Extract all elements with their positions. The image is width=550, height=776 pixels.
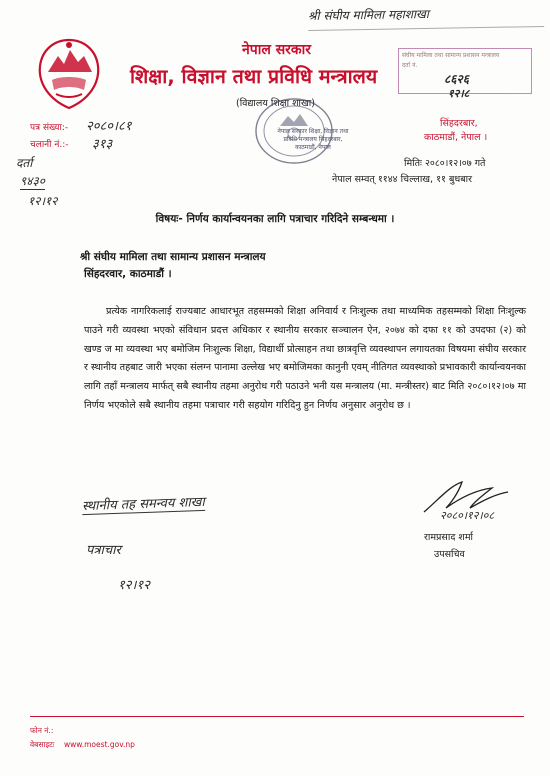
bottom-handwritten-note: स्थानीय तह समन्वय शाखा: [82, 492, 205, 515]
left-handwritten-number: ९४३०: [20, 174, 45, 188]
footer-rule: [30, 716, 524, 717]
address-line1: सिंहदरबार,: [440, 118, 478, 129]
govt-title: नेपाल सरकार: [242, 42, 312, 58]
stamp-line1: संघीय मामिला तथा सामान्य प्रशासन मन्त्रालय: [402, 52, 500, 59]
ministry-title: शिक्षा, विज्ञान तथा प्रविधि मन्त्रालय: [130, 65, 378, 88]
stamp-line2: दर्ता नं.: [402, 62, 418, 69]
stamp-darta-date: १२।८: [448, 87, 470, 100]
address-line2: काठमाडौं, नेपाल ।: [424, 132, 488, 143]
patra-sankhya-value: २०८०।८१: [86, 119, 132, 134]
signatory-title: उपसचिव: [434, 549, 465, 560]
date-line: मितिः २०८०।१२।०७ गते: [404, 158, 486, 169]
bottom-handwritten-patrachar: पत्राचार: [86, 543, 121, 558]
bottom-handwritten-date: १२।१२: [118, 578, 150, 593]
left-handwritten-darta: दर्ता: [16, 156, 33, 170]
handwritten-top-note: श्री संघीय मामिला महाशाखा: [308, 2, 544, 31]
body-paragraph: प्रत्येक नागरिकलाई राज्यबाट आधारभूत तहसम्मको शिक्षा अनिवार्य र निःशुल्क तथा माध्यमिक तहसम्मको शिक्षा निःशुल्क पाउने गरी व्यवस्था भएको संविधान प्रदत्त अधिकार र स्थानीय सरकार सञ्चालन ऐन, २०७४ को दफा ११ को उपदफा (२) को खण्ड ज मा व्यवस्था भए बमोजिम निःशुल्क शिक्षा, विद्यार्थी प्रोत्साहन तथा छात्रवृत्ति व्यवस्थापन लगायतका विषयमा संघीय सरकार र स्थानीय तहबाट जारी भएका संलग्न पानामा उल्लेख भए बमोजिमका कानुनी एवम् नीतिगत व्यवस्थाको प्रभावकारी कार्यान्वयनका लागि तहाँ मन्त्रालय मार्फत् सबै स्थानीय तहमा अनुरोध गरी पठाउने भनी यस मन्त्रालय (मा. मन्त्रीस्तर) बाट मिति २०८०।१२।०७ मा निर्णय भएकोले सबै स्थानीय तहमा पत्राचार गरी सहयोग गरिदिनु हुन निर्णय अनुसार अनुरोध छ ।: [84, 306, 526, 411]
footer-web-label: वेबसाइटः: [30, 740, 55, 749]
signature-date: २०८०।१२।०८: [440, 509, 495, 522]
nepal-emblem-icon: [34, 36, 104, 112]
recipient-line2: सिंहदरवार, काठमाडौं ।: [84, 268, 172, 280]
chalani-label: चलानी नं.:-: [30, 140, 69, 150]
stamp-darta-number: ८६२६: [444, 72, 469, 86]
footer-phone-label: फोन नं.:: [30, 726, 54, 735]
seal-caption: नेपाल सरकार शिक्षा, विज्ञान तथा प्रविधि मन्त्रालय सिंहदरबार, काठमाडौं, नेपाल: [277, 128, 349, 151]
left-handwritten-date: १२।१२: [28, 194, 58, 208]
recipient-line1: श्री संघीय मामिला तथा सामान्य प्रशासन मन्त्रालय: [80, 251, 266, 263]
subject-line: विषयः- निर्णय कार्यान्वयनका लागि पत्राचार गरिदिने सम्बन्धमा ।: [155, 213, 395, 225]
section-name: (विद्यालय शिक्षा शाखा): [236, 98, 315, 109]
chalani-value: ३१३: [92, 137, 113, 152]
patra-sankhya-label: पत्र संख्या:-: [30, 123, 69, 133]
signatory-name: रामप्रसाद शर्मा: [424, 532, 473, 543]
footer-website-link[interactable]: www.moest.gov.np: [64, 740, 135, 749]
nepal-sambat-line: नेपाल सम्वत् ११४४ चिल्लाख, ११ बुधबार: [332, 174, 473, 185]
